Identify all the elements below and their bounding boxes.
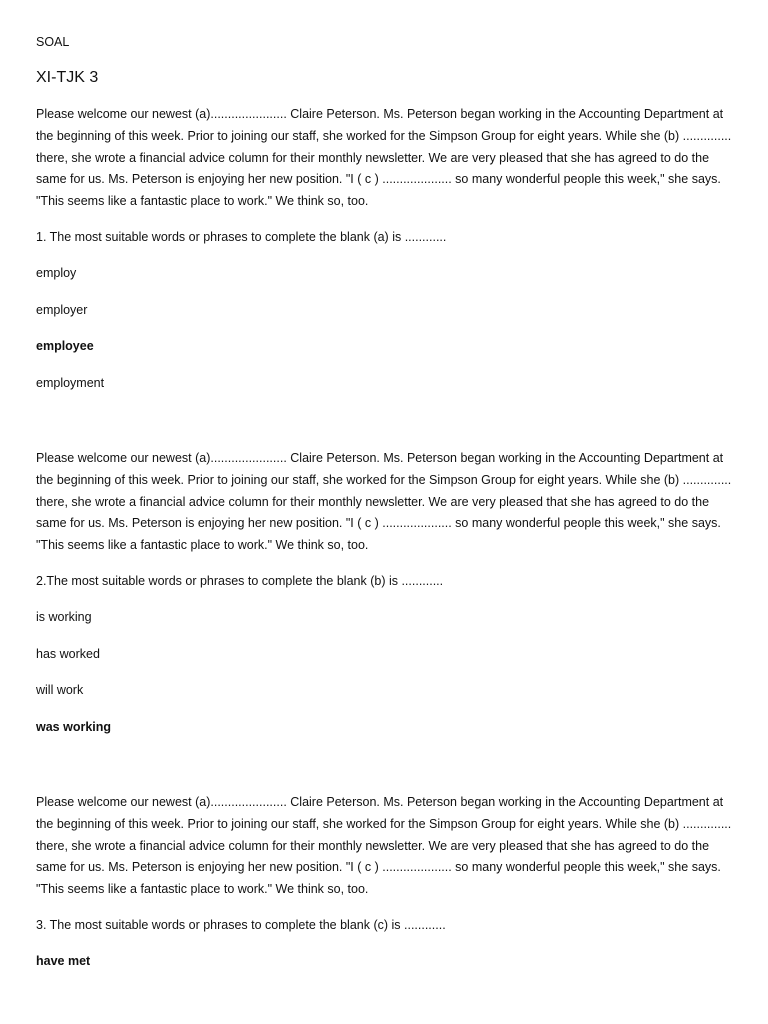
answer-option: employ xyxy=(36,266,77,281)
correct-answer-option: have met xyxy=(36,954,91,969)
answer-option: will work xyxy=(36,683,84,698)
question-text: 1. The most suitable words or phrases to complete the blank (a) is ............ xyxy=(36,229,447,244)
correct-answer-option: was working xyxy=(36,719,112,734)
option-list xyxy=(36,265,734,391)
page-title: XI-TJK 3 xyxy=(36,69,99,86)
option-list xyxy=(36,953,734,969)
option-list xyxy=(36,609,734,735)
answer-option: is working xyxy=(36,610,92,625)
question-block-2 xyxy=(36,448,734,735)
question-text: 2.The most suitable words or phrases to complete the blank (b) is ............ xyxy=(36,573,444,588)
answer-option: employer xyxy=(36,302,88,317)
question-block-3 xyxy=(36,792,734,969)
question-block-1 xyxy=(36,104,734,391)
soal-label: SOAL xyxy=(36,35,70,49)
passage-text: Please welcome our newest (a)...................... Claire Peterson. Ms. Peterson began working in the Accounting Department at the beginning of this week. Prior to joining our staff, she worked for the Simpson Group for eight years. While she (b) .............. there, she wrote a financial advice column for their monthly newsletter. We are very pleased that she has agreed to do the same for us. Ms. Peterson is enjoying her new position. "I ( c ) .................... so many wonderful people this week," she says. "This seems like a fantastic place to work." We think so, too. xyxy=(36,450,732,553)
answer-option: has worked xyxy=(36,646,100,661)
passage-text: Please welcome our newest (a)...................... Claire Peterson. Ms. Peterson began working in the Accounting Department at the beginning of this week. Prior to joining our staff, she worked for the Simpson Group for eight years. While she (b) .............. there, she wrote a financial advice column for their monthly newsletter. We are very pleased that she has agreed to do the same for us. Ms. Peterson is enjoying her new position. "I ( c ) .................... so many wonderful people this week," she says. "This seems like a fantastic place to work." We think so, too. xyxy=(36,794,732,897)
answer-option: employment xyxy=(36,375,105,390)
passage-text: Please welcome our newest (a)...................... Claire Peterson. Ms. Peterson began working in the Accounting Department at the beginning of this week. Prior to joining our staff, she worked for the Simpson Group for eight years. While she (b) .............. there, she wrote a financial advice column for their monthly newsletter. We are very pleased that she has agreed to do the same for us. Ms. Peterson is enjoying her new position. "I ( c ) .................... so many wonderful people this week," she says. "This seems like a fantastic place to work." We think so, too. xyxy=(36,107,732,209)
correct-answer-option: employee xyxy=(36,339,94,354)
question-text: 3. The most suitable words or phrases to complete the blank (c) is ............ xyxy=(36,917,446,932)
